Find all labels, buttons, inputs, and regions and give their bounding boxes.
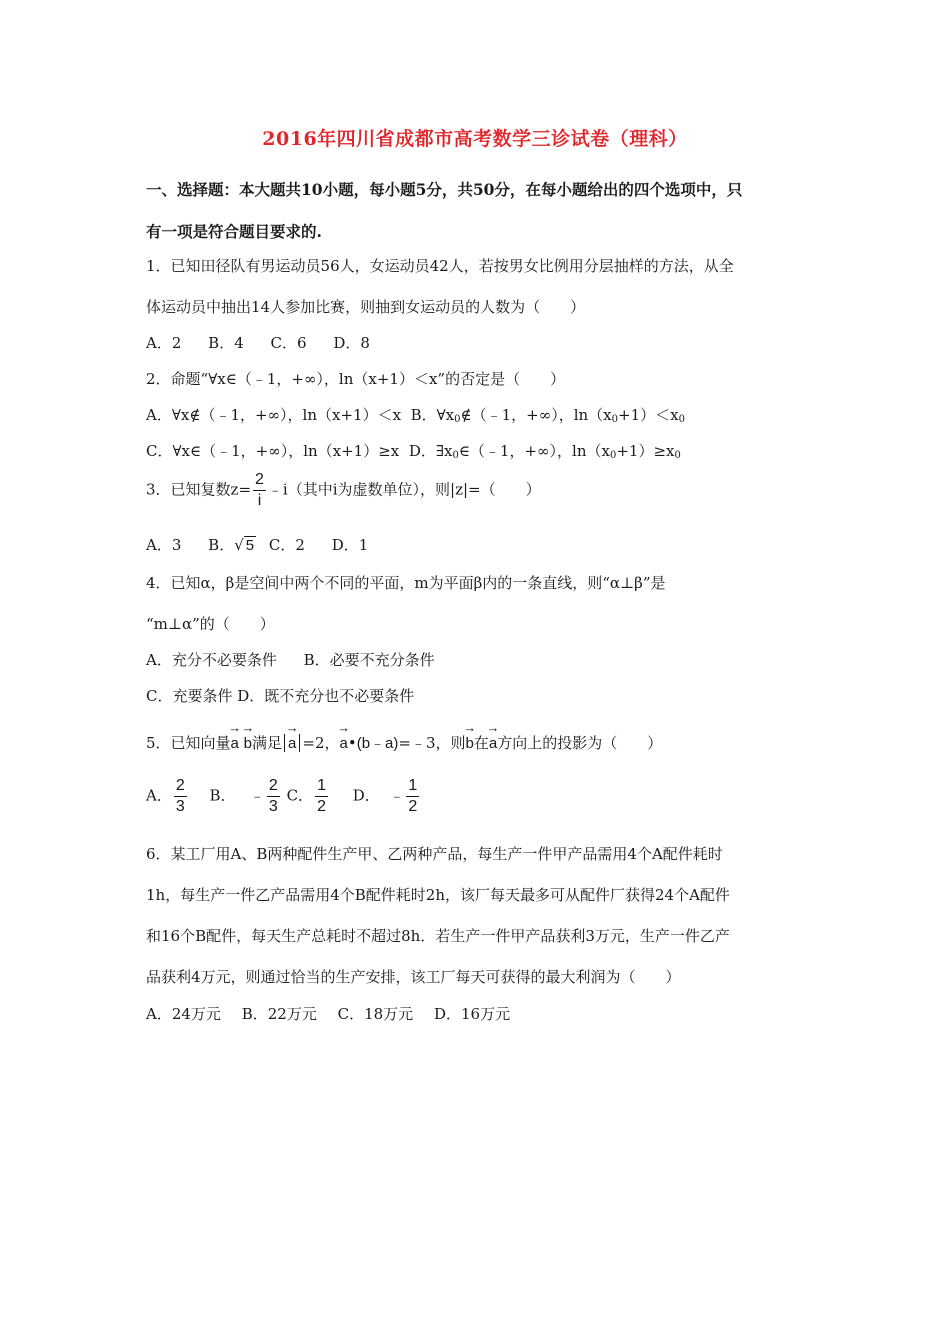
q3-stem: 3．已知复数z= $\frac{2}{i}$ ﹣i（其中i为虚数单位），则|z|=（ ） bbox=[146, 471, 541, 509]
abs-vector-a: → a bbox=[284, 734, 300, 752]
q6-options bbox=[146, 1003, 532, 1024]
q1-option-a: A．2 bbox=[146, 334, 182, 352]
q5-stem: 5．已知向量→ a → b满足→ a =2，→ a•(b﹣a)=﹣3，则→ b在→ a方向上的投影为（ ） bbox=[146, 731, 662, 753]
section-heading-line1: 一、选择题：本大题共10小题，每小题5分，共50分，在每小题给出的四个选项中，只 bbox=[146, 180, 743, 199]
q4-option-a: A．充分不必要条件 bbox=[146, 651, 277, 669]
vector-a: → a bbox=[231, 731, 239, 752]
q4-options-ab bbox=[146, 649, 457, 670]
q6-stem-line3: 和16个B配件，每天生产总耗时不超过8h．若生产一件甲产品获利3万元，生产一件乙产 bbox=[146, 927, 730, 945]
q1-options bbox=[146, 332, 392, 353]
q4-option-d: D．既不充分也不必要条件 bbox=[237, 687, 415, 705]
q4-option-b: B．必要不充分条件 bbox=[303, 651, 435, 669]
q4-option-c: C．充要条件 bbox=[146, 687, 233, 705]
q1-option-d: D．8 bbox=[333, 334, 370, 352]
q1-option-b: B．4 bbox=[208, 334, 244, 352]
q6-option-c: C．18万元 bbox=[337, 1005, 414, 1023]
vector-b: → b bbox=[244, 731, 252, 752]
q2-stem: 2．命题“∀x∈（﹣1，+∞），ln（x+1）＜x”的否定是（ ） bbox=[146, 370, 566, 388]
q4-options-cd bbox=[146, 685, 414, 706]
q2-option-b: B．$\forall x_0\notin(﹣1$，+∞），$\ln(x_0+1)<x_0$ bbox=[410, 406, 685, 425]
section-heading-line2: 有一项是符合题目要求的. bbox=[146, 222, 322, 241]
q6-stem-line2: 1h，每生产一件乙产品需用4个B配件耗时2h，该厂每天最多可从配件厂获得24个A配件 bbox=[146, 886, 730, 904]
q2-option-c: C．∀x∈（﹣1，+∞），ln（x+1）≥x bbox=[146, 442, 400, 460]
q5-options bbox=[146, 778, 443, 815]
q6-option-b: B．22万元 bbox=[241, 1005, 317, 1023]
q6-stem-line4: 品获利4万元，则通过恰当的生产安排，该工厂每天可获得的最大利润为（ ） bbox=[146, 968, 681, 986]
q5-option-a: A． $\frac{2}{3}$ bbox=[146, 777, 185, 815]
q1-stem-line2: 体运动员中抽出14人参加比赛，则抽到女运动员的人数为（ ） bbox=[146, 298, 586, 316]
q5-option-d: D． ﹣ $\frac{1}{2}$ bbox=[352, 777, 418, 815]
q3-options bbox=[146, 534, 390, 555]
q3-option-c: C．2 bbox=[268, 536, 305, 554]
q2-option-d: D．$\exists x_0\in(﹣1$，+∞），$\ln(x_0+1)\ge x_0$ bbox=[408, 442, 681, 461]
q2-options-ab bbox=[146, 404, 685, 425]
q1-stem-line1: 1．已知田径队有男运动员56人，女运动员42人，若按男女比例用分层抽样的方法，从全 bbox=[146, 257, 734, 275]
q6-stem-line1: 6．某工厂用A、B两种配件生产甲、乙两种产品，每生产一件甲产品需用4个A配件耗时 bbox=[146, 845, 723, 863]
vector-b-minus-a: (b﹣a) bbox=[356, 735, 399, 752]
q2-options-cd bbox=[146, 440, 681, 461]
sqrt-icon: √ 5 bbox=[234, 536, 255, 554]
page-title: 2016年四川省成都市高考数学三诊试卷（理科） bbox=[262, 128, 688, 150]
q5-option-c: C． $\frac{1}{2}$ bbox=[286, 777, 326, 815]
q2-option-a: A．∀x∉（﹣1，+∞），ln（x+1）＜x bbox=[146, 406, 402, 424]
q5-option-b: B． ﹣ $\frac{2}{3}$ bbox=[209, 777, 278, 815]
q3-option-a: A．3 bbox=[146, 536, 182, 554]
q4-stem-line1: 4．已知α，β是空间中两个不同的平面，m为平面β内的一条直线，则“α⊥β”是 bbox=[146, 574, 666, 592]
q1-option-c: C．6 bbox=[270, 334, 307, 352]
q6-option-a: A．24万元 bbox=[146, 1005, 221, 1023]
q3-option-d: D．1 bbox=[331, 536, 369, 554]
q6-option-d: D．16万元 bbox=[433, 1005, 511, 1023]
q3-fraction: $\frac{2}{i}$ bbox=[255, 471, 264, 509]
q4-stem-line2: “m⊥α”的（ ） bbox=[146, 615, 275, 633]
q3-option-b: B．√ 5 bbox=[208, 536, 255, 554]
